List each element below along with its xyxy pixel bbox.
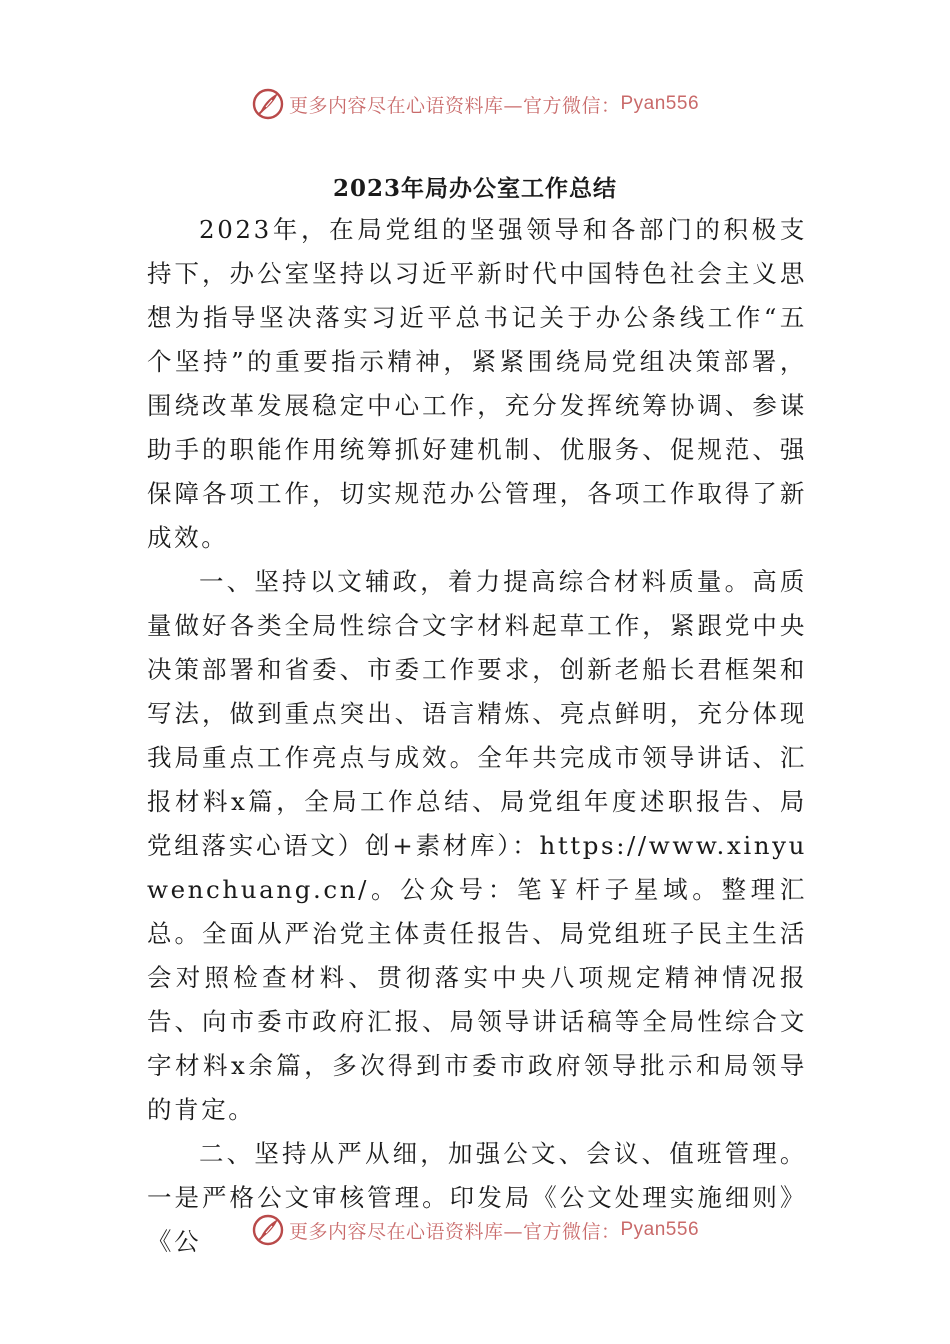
banner-wechat-label: 官方微信： (522, 1220, 621, 1243)
paragraph-intro: 2023年，在局党组的坚强领导和各部门的积极支持下，办公室坚持以习近平新时代中国特色社会主义思想为指导坚决落实习近平总书记关于办公条线工作“五个坚持”的重要指示精神，紧紧围绕局党组决策部署，围绕改革发展稳定中心工作，充分发挥统筹协调、参谋助手的职能作用统筹抓好建机制、优服务、促规范、强保障各项工作，切实规范办公管理，各项工作取得了新成效。 (147, 215, 807, 552)
banner-wechat-id: Pyan556 (620, 1219, 700, 1240)
banner-text: 更多内容尽在心语资料库— (288, 94, 523, 117)
watermark-banner-top (0, 82, 950, 126)
banner-text: 更多内容尽在心语资料库— (288, 1220, 523, 1243)
quill-pen-logo-icon (251, 1213, 285, 1247)
banner-wechat-label: 官方微信： (522, 94, 621, 117)
paragraph-section-two: 二、坚持从严从细，加强公文、会议、值班管理。一是严格公文审核管理。印发局《公文处理实施细则》《公 (147, 1139, 807, 1256)
watermark-banner-bottom (0, 1208, 950, 1252)
document-body (147, 208, 807, 1264)
quill-pen-logo-icon (251, 87, 285, 121)
paragraph-section-one: 一、坚持以文辅政，着力提高综合材料质量。高质量做好各类全局性综合文字材料起草工作，紧跟党中央决策部署和省委、市委工作要求，创新老船长君框架和写法，做到重点突出、语言精炼、亮点鲜明，充分体现我局重点工作亮点与成效。全年共完成市领导讲话、汇报材料x篇，全局工作总结、局党组年度述职报告、局党组落实心语文）创+素材库）：https://www.xinyuwenchuang.cn/。公众号：笔￥杆子星域。整理汇总。全面从严治党主体责任报告、局党组班子民主生活会对照检查材料、贯彻落实中央八项规定精神情况报告、向市委市政府汇报、局领导讲话稿等全局性综合文字材料x余篇，多次得到市委市政府领导批示和局领导的肯定。 (147, 567, 807, 1124)
document-title: 2023年局办公室工作总结 (332, 175, 617, 202)
banner-wechat-id: Pyan556 (620, 93, 700, 114)
